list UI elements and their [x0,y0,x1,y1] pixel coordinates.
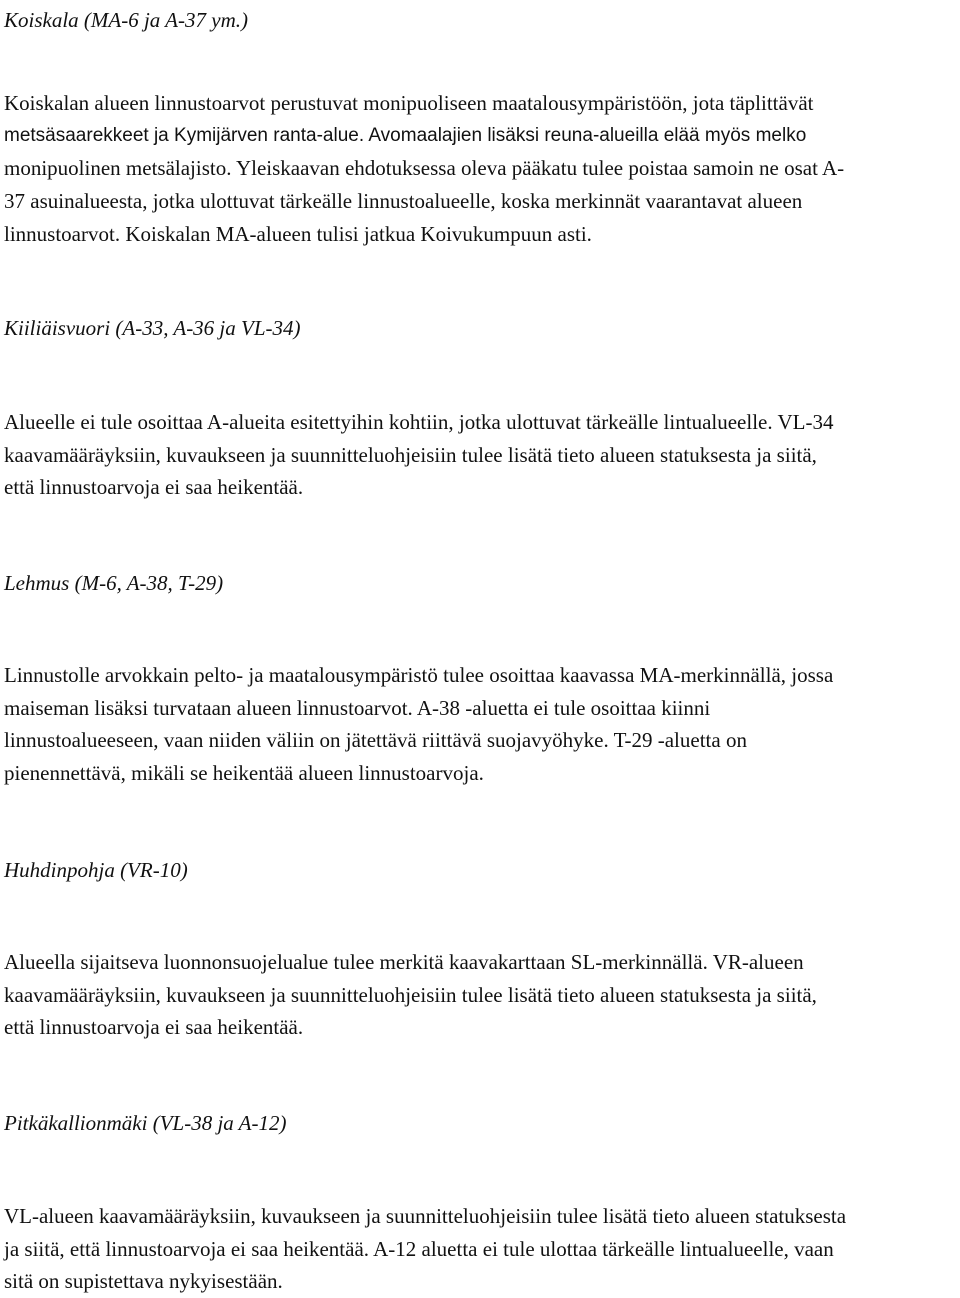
paragraph-line: linnustoarvot. Koiskalan MA-alueen tulisi jatkua Koivukumpuun asti. [4,221,592,246]
paragraph-line: että linnustoarvoja ei saa heikentää. [4,475,304,500]
section-heading-pitkakallionmaki: Pitkäkallionmäki (VL-38 ja A-12) [4,1111,287,1135]
section-paragraph-kiiliaisvuori [4,406,960,504]
section-paragraph-huhdinpohja [4,946,960,1044]
paragraph-line: metsäsaarekkeet ja Kymijärven ranta-alue. Avomaalajien lisäksi reuna-alueilla elää myös melko [4,124,807,146]
paragraph-line: monipuolinen metsälajisto. Yleiskaavan ehdotuksessa oleva pääkatu tulee poistaa samoin ne osat A- [4,156,845,181]
paragraph-line: 37 asuinalueesta, jotka ulottuvat tärkeälle linnustoalueelle, koska merkinnät vaarantavat alueen [4,189,803,214]
section-paragraph-koiskala [4,87,960,251]
paragraph-line: kaavamääräyksiin, kuvaukseen ja suunnitteluohjeisiin tulee lisätä tieto alueen statuksesta ja siitä, [4,442,817,467]
paragraph-line: Alueella sijaitseva luonnonsuojelualue tulee merkitä kaavakarttaan SL-merkinnällä. VR-alueen [4,950,804,974]
paragraph-line: Koiskalan alueen linnustoarvot perustuvat monipuoliseen maatalousympäristöön, jota täplittävät [4,91,814,115]
paragraph-line: maiseman lisäksi turvataan alueen linnustoarvot. A-38 -aluetta ei tule osoittaa kiinni [4,695,711,720]
paragraph-line: Linnustolle arvokkain pelto- ja maatalousympäristö tulee osoittaa kaavassa MA-merkinnällä, jossa [4,663,834,687]
section-paragraph-lehmus [4,659,960,790]
paragraph-line: ja siitä, että linnustoarvoja ei saa heikentää. A-12 aluetta ei tule ulottaa tärkeälle lintualueelle, vaan [4,1236,834,1261]
paragraph-line: Alueelle ei tule osoittaa A-alueita esitettyihin kohtiin, jotka ulottuvat tärkeälle lintualueelle. VL-34 [4,410,834,434]
paragraph-line: kaavamääräyksiin, kuvaukseen ja suunnitteluohjeisiin tulee lisätä tieto alueen statuksesta ja siitä, [4,982,817,1007]
paragraph-line: linnustoalueeseen, vaan niiden väliin on jätettävä riittävä suojavyöhyke. T-29 -aluetta on [4,728,747,753]
paragraph-line: sitä on supistettava nykyisestään. [4,1269,283,1294]
section-paragraph-pitkakallionmaki [4,1200,960,1298]
paragraph-line: VL-alueen kaavamääräyksiin, kuvaukseen ja suunnitteluohjeisiin tulee lisätä tieto alueen statuksesta [4,1204,847,1228]
section-heading-koiskala: Koiskala (MA-6 ja A-37 ym.) [4,8,248,32]
section-heading-kiiliaisvuori: Kiiliäisvuori (A-33, A-36 ja VL-34) [4,316,301,340]
paragraph-line: että linnustoarvoja ei saa heikentää. [4,1015,304,1040]
section-heading-huhdinpohja: Huhdinpohja (VR-10) [4,858,188,882]
paragraph-line: pienennettävä, mikäli se heikentää alueen linnustoarvoja. [4,761,484,786]
section-heading-lehmus: Lehmus (M-6, A-38, T-29) [4,571,224,595]
